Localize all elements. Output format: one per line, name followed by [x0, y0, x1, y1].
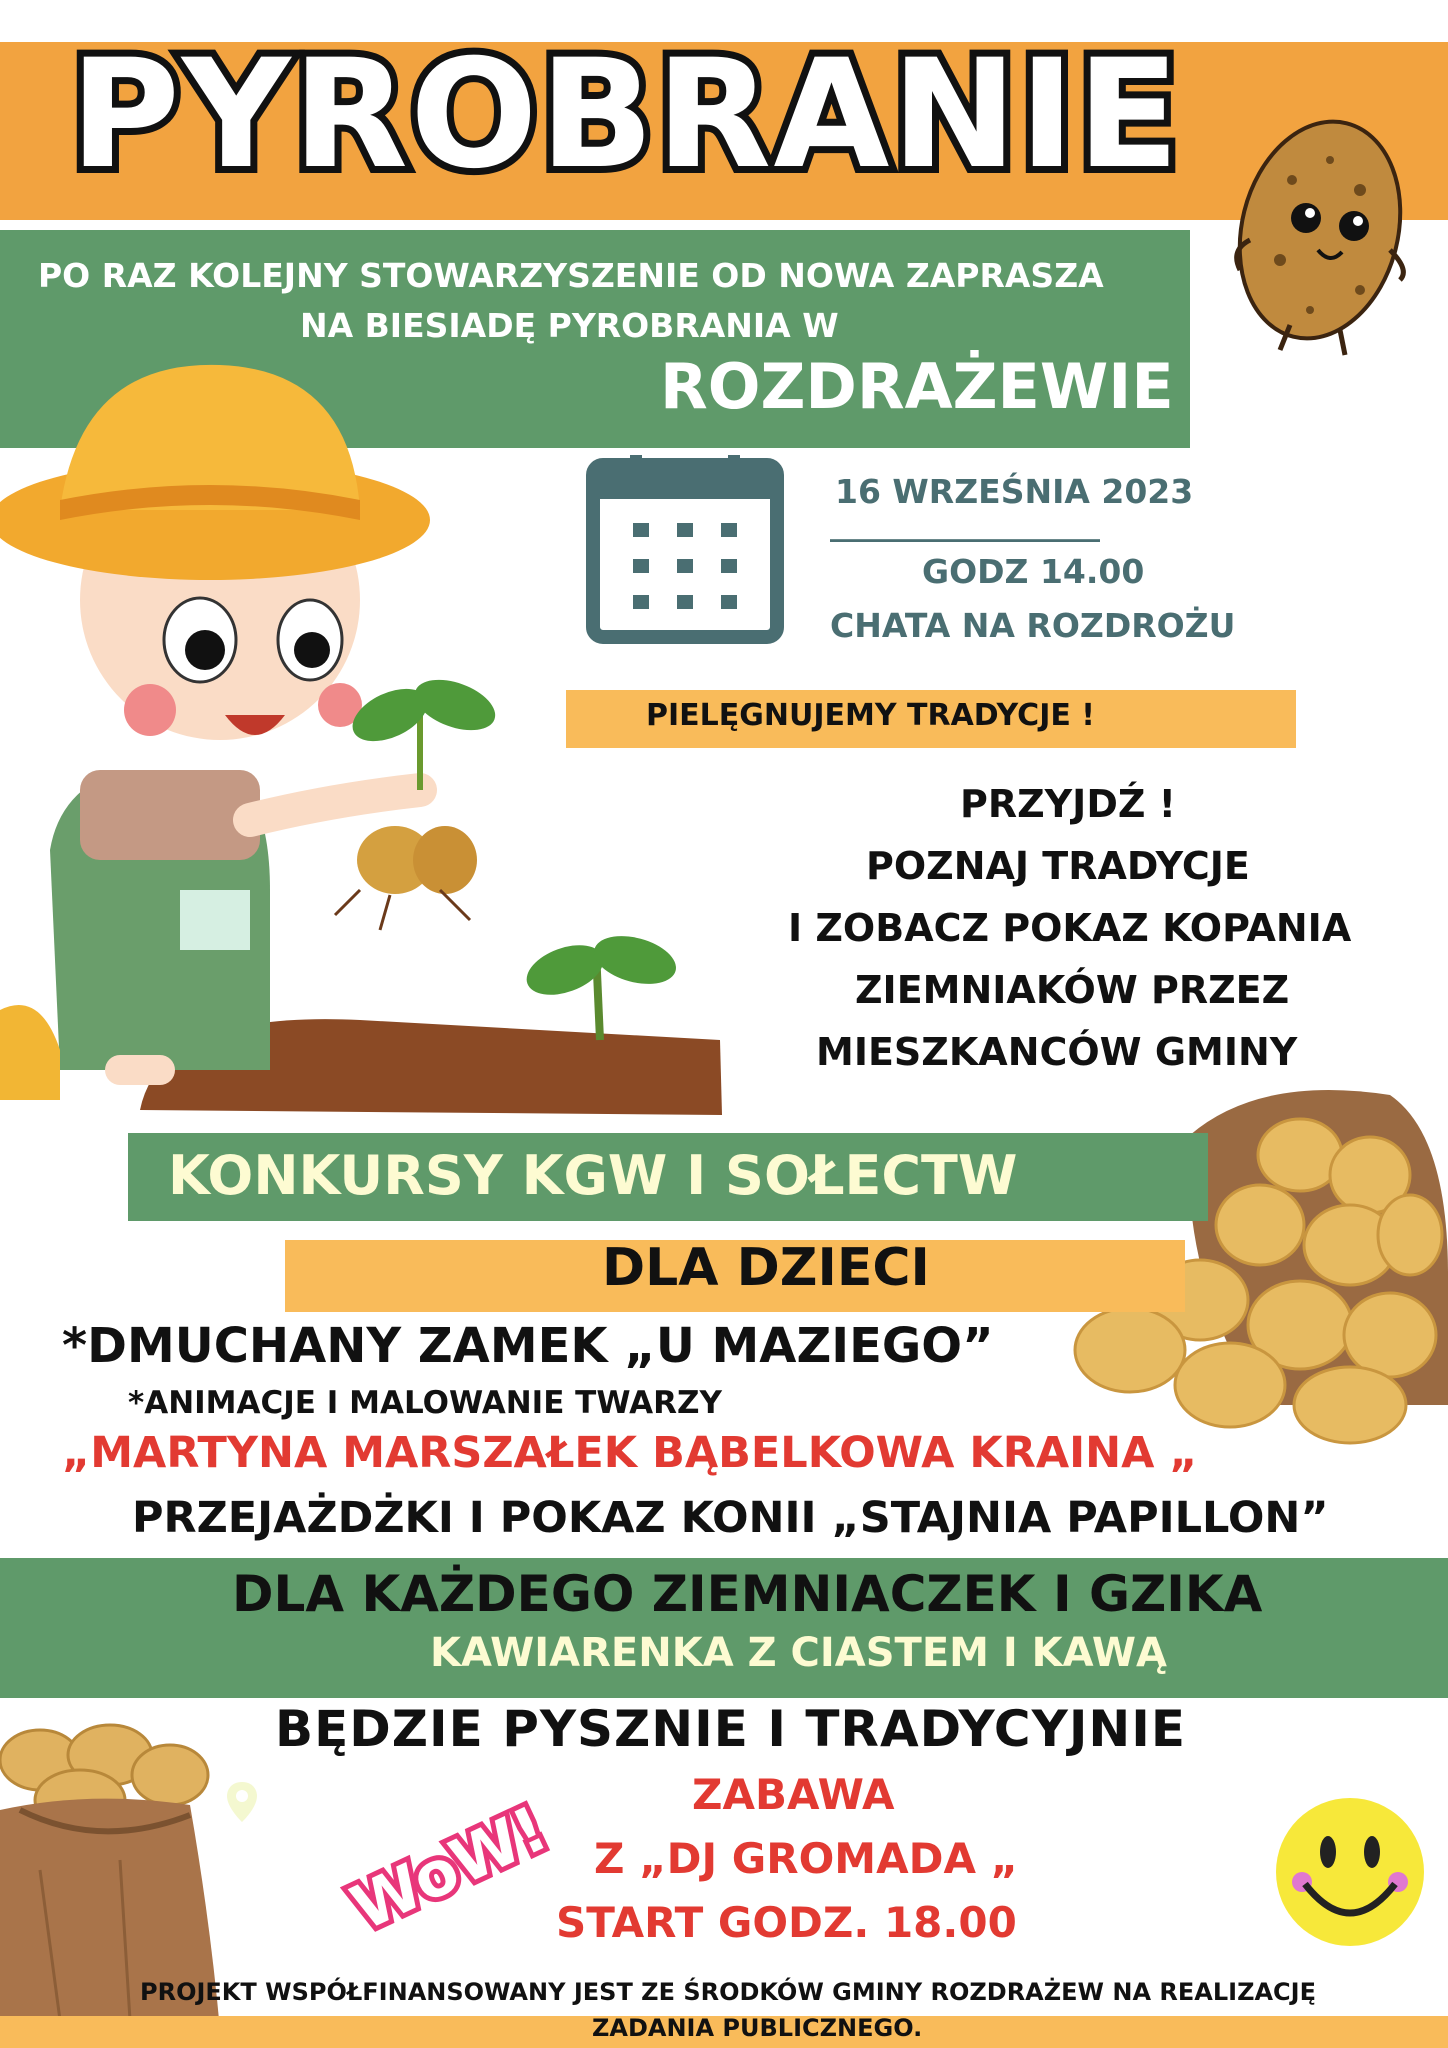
date-separator: __________________	[830, 508, 1100, 543]
footer-line-1: PROJEKT WSPÓŁFINANSOWANY JEST ZE ŚRODKÓW GMINY ROZDRAŻEW NA REALIZACJĘ	[140, 1978, 1316, 2006]
party-line-2: Z „DJ GROMADA „	[594, 1834, 1019, 1883]
svg-text:WoW!: WoW!	[340, 1791, 558, 1945]
event-venue: CHATA NA ROZDROŻU	[830, 606, 1236, 645]
party-line-3: START GODZ. 18.00	[556, 1898, 1017, 1947]
event-date: 16 WRZEŚNIA 2023	[835, 472, 1194, 511]
kids-item-1: *DMUCHANY ZAMEK „U MAZIEGO”	[62, 1318, 994, 1374]
kids-heading: DLA DZIECI	[602, 1238, 930, 1298]
location-pin-icon	[225, 1780, 259, 1824]
event-time: GODZ 14.00	[922, 552, 1145, 591]
tasty-text: BĘDZIE PYSZNIE I TRADYCYJNIE	[275, 1700, 1187, 1758]
calendar-icon	[585, 455, 785, 645]
smiley-face-icon	[1270, 1792, 1430, 1952]
everyone-line-2: KAWIARENKA Z CIASTEM I KAWĄ	[430, 1630, 1167, 1676]
kids-item-3: „MARTYNA MARSZAŁEK BĄBELKOWA KRAINA „	[62, 1428, 1198, 1478]
invitation-line-1: PO RAZ KOLEJNY STOWARZYSZENIE OD NOWA ZAPRASZA	[38, 256, 1104, 295]
come-line-1: PRZYJDŹ !	[960, 782, 1176, 826]
wow-sticker	[335, 1790, 558, 1950]
tradition-text: PIELĘGNUJEMY TRADYCJE !	[646, 698, 1095, 733]
invitation-line-2: NA BIESIADĘ PYROBRANIA W	[300, 306, 839, 345]
kids-item-2: *ANIMACJE I MALOWANIE TWARZY	[128, 1385, 722, 1421]
contests-text: KONKURSY KGW I SOŁECTW	[168, 1144, 1018, 1207]
footer-line-2: ZADANIA PUBLICZNEGO.	[592, 2014, 923, 2042]
kids-item-4: PRZEJAŻDŻKI I POKAZ KONII „STAJNIA PAPILLON”	[132, 1493, 1329, 1543]
come-line-3: I ZOBACZ POKAZ KOPANIA	[788, 906, 1352, 950]
come-line-2: POZNAJ TRADYCJE	[866, 844, 1250, 888]
come-line-5: MIESZKANCÓW GMINY	[816, 1030, 1298, 1074]
place-name: ROZDRAŻEWIE	[660, 350, 1174, 423]
everyone-line-1: DLA KAŻDEGO ZIEMNIACZEK I GZIKA	[232, 1565, 1263, 1623]
come-line-4: ZIEMNIAKÓW PRZEZ	[855, 968, 1290, 1012]
potato-mascot-illustration	[1210, 100, 1430, 360]
party-line-1: ZABAWA	[692, 1770, 895, 1819]
poster-title: PYROBRANIE	[70, 28, 1182, 202]
